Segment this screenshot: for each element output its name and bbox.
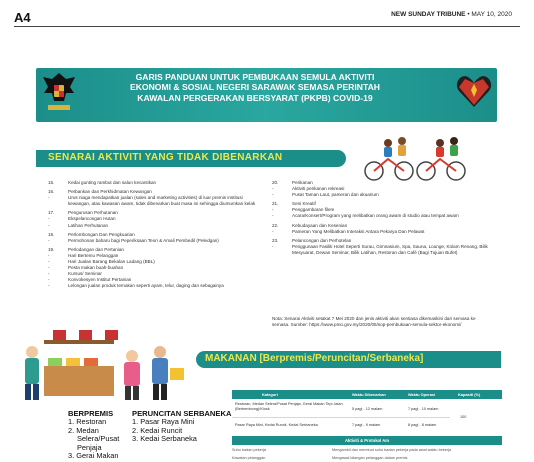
section-title-not-allowed: SENARAI AKTIVITI YANG TIDAK DIBENARKAN — [48, 152, 283, 163]
list-item-number: 18. — [48, 231, 55, 237]
table-cell-allowed: 5 pagi - 12 malam — [352, 407, 383, 411]
list-item-text: Perlombongan Dan Pengkuarian — [68, 231, 135, 237]
list-item-number: 15. — [48, 180, 55, 185]
list-item-text: Penggambaran filem — [292, 207, 335, 213]
sarawak-heart-logo-icon — [455, 71, 493, 111]
list-item-number: - — [48, 283, 50, 289]
header-rule — [14, 26, 520, 27]
activity-list-left — [48, 180, 258, 290]
list-item — [48, 283, 258, 289]
berpremis-item: 2. Medan — [68, 425, 99, 435]
market-illustration — [20, 322, 190, 402]
list-item — [272, 213, 492, 219]
berpremis-item: 1. Restoran — [68, 417, 107, 427]
peruncitan-item: 2. Kedai Runcit — [132, 425, 183, 435]
protocol-row — [232, 456, 502, 460]
table-header-capacity: Kapasiti (%) — [458, 392, 481, 397]
banner-line-2: EKONOMI & SOSIAL NEGERI SARAWAK SEMASA PERINTAH — [129, 82, 381, 93]
source-note: Nota: Senarai Aktiviti setakat 7 Mei 2020 dan jenis aktiviti akan sentiasa dikemaskini dari semasa ke semasa. Sumber: https://www.pmo.gov.my/2020/05/sop-pembukaan-semula-sektor-ekonomi/ — [272, 316, 476, 327]
table-header-operation: Waktu Operasi — [408, 392, 436, 397]
list-item-number: - — [272, 192, 274, 198]
list-item — [272, 192, 492, 198]
list-item-number: - — [48, 277, 50, 283]
protocol-row — [232, 448, 502, 452]
page-number: A4 — [14, 10, 31, 25]
list-item — [48, 180, 258, 186]
protocol-item: Suhu badan pekerja — [232, 448, 266, 452]
list-item-text: Kebudayaan dan Kesenian — [292, 222, 348, 228]
list-item-text: Pesta makan buah-buahan — [68, 265, 124, 271]
protocol-detail: Mengambil dan merekod suhu badan pekerja pada awal waktu bekerja — [332, 448, 452, 452]
list-item-number: - — [48, 252, 50, 258]
list-item-number: - — [272, 228, 274, 234]
berpremis-heading: BERPREMIS — [68, 409, 114, 418]
table-cell-allowed: 7 pagi - 9 malam — [352, 423, 381, 427]
list-item-text: Kedai gunting rambut dan salun kecantikan — [68, 180, 157, 185]
list-item-text: Pameran Yang Melibatkan Interaksi Antara Pekarya Dan Pelawat — [292, 228, 425, 234]
table-header-allowed: Waktu Dibenarkan — [352, 392, 386, 397]
protocol-title: Aktiviti & Protokol Am — [344, 438, 390, 443]
hours-table-header — [232, 390, 502, 399]
list-item-text: Hari Jualan Barang Bekalan Ladang (BBL) — [68, 259, 155, 265]
list-item — [272, 244, 492, 256]
protocol-detail: Mengawal bilangan pelanggan dalam premis — [332, 456, 408, 460]
protocol-item: Kawalan pelanggan — [232, 456, 266, 460]
list-item-number: 17. — [48, 210, 55, 216]
banner-title — [80, 72, 430, 103]
section-title-food: MAKANAN [Berpremis/Peruncitan/Serbaneka] — [205, 353, 424, 364]
list-item-number: - — [272, 186, 274, 192]
list-item — [48, 238, 258, 244]
table-cell-category: Pasar Raya Mini, Kedai Runcit, Kedai Serbaneka — [235, 423, 318, 427]
list-item — [48, 223, 258, 229]
list-item-number: - — [48, 271, 50, 277]
list-item-number: - — [48, 237, 50, 243]
list-item-text: Seni Kreatif — [292, 201, 316, 207]
list-item-number: - — [48, 265, 50, 271]
list-item-number: 16. — [48, 189, 55, 195]
list-item-text: Ekspelancongan Hutan — [68, 216, 116, 222]
list-item-text: Pengurusan Perhutanan — [68, 210, 118, 216]
table-header-category: Kategori — [262, 392, 278, 397]
list-item-text: Permohonan baharu bagi Peperiksaan Teori & Amali Pembedil (Peledgan) — [68, 237, 219, 243]
list-item-text: Acara/Konsert/Program yang melibatkan orang awam di studio atau tempat awam — [292, 213, 459, 219]
list-item-number: 23. — [272, 237, 279, 243]
table-cell-operation: 7 pagi - 10 malam — [408, 407, 439, 411]
list-item-text: Perlodangan dan Pertanian — [68, 246, 124, 252]
list-item-number: 21. — [272, 201, 279, 207]
issue-date: • MAY 10, 2020 — [467, 11, 512, 18]
banner-line-1: GARIS PANDUAN UNTUK PEMBUKAAN SEMULA AKTIVITI — [135, 72, 375, 82]
list-item-text: Perikanan — [292, 180, 313, 185]
list-item-text: Perbankan dan Perkhidmatan Kewangan — [68, 189, 152, 195]
list-item-number: 20. — [272, 180, 279, 185]
list-item-text: Pusat Taman Laut, pameran dan akuarium — [292, 192, 379, 198]
activity-list-right — [272, 180, 492, 256]
list-item-number: - — [272, 243, 274, 249]
list-item-number: - — [48, 195, 50, 201]
peruncitan-item: 3. Kedai Serbaneka — [132, 434, 197, 444]
list-item-text: Hari Bertemu Pelanggan — [68, 252, 119, 258]
peruncitan-heading: PERUNCITAN SERBANEKA — [132, 409, 232, 418]
list-item-text: Latihan Perhutanan — [68, 222, 109, 228]
list-item-number: - — [48, 222, 50, 228]
berpremis-item: 3. Gerai Makan — [68, 451, 119, 461]
list-item-text: Kursus/ Seminar — [68, 271, 102, 277]
list-item — [48, 195, 258, 207]
list-item-text: Konvokesyen Institut Pertanian — [68, 277, 132, 283]
list-item-number: - — [272, 207, 274, 213]
cyclists-illustration — [360, 133, 480, 183]
list-item-text: Aktiviti perikanan rekreasi — [292, 186, 345, 192]
list-item-number: 22. — [272, 222, 279, 228]
sarawak-crest-icon — [42, 71, 76, 117]
berpremis-item: Penjaja — [77, 442, 102, 452]
peruncitan-item: 1. Pasar Raya Mini — [132, 417, 195, 427]
list-item-number: - — [48, 259, 50, 265]
peruncitan-list — [132, 410, 231, 444]
table-cell-category: Restoran, Medan Selera/Pusat Penjaja, Gerai Makan Tepi Jalan (Berbembong)/Kiosk — [235, 402, 343, 411]
list-item-text: Urus niaga mendapatkan jualan (sales and marketing activities) di luar premis institusi kewangan, atau kawasan awam, tidak dibenarkan buat masa ini sehingga diumumkan kelak — [68, 195, 256, 207]
hours-table-body — [232, 400, 502, 434]
list-item-number: 19. — [48, 246, 55, 252]
list-item-number: - — [48, 216, 50, 222]
table-cell-capacity: 100 — [460, 415, 467, 419]
banner-line-3: KAWALAN PERGERAKAN BERSYARAT (PKPB) COVID-19 — [137, 92, 373, 103]
list-item-text: Lelongan jualan produk ternakan seperti ayam, telur, daging dan sebagainya — [68, 283, 224, 289]
berpremis-list — [68, 410, 119, 460]
list-item — [272, 229, 492, 235]
list-item-text: Pelancongan dan Perhotelan — [292, 237, 352, 243]
table-cell-operation: 8 pagi - 8 malam — [408, 423, 437, 427]
masthead — [391, 11, 512, 18]
list-item-number: - — [272, 213, 274, 219]
list-item-text: Penggunaan Fasiliti Hotel Seperti Surau, Gimnasium, Spa, Sauna, Lounge, Kolam Renang, Bilik Mesyuarat, Dewan Seminar, Bilik Latihan, Restoran dan Café (Bagi Tujuan Bufet) — [292, 243, 488, 255]
table-divider — [232, 417, 450, 418]
newspaper-name: NEW SUNDAY TRIBUNE — [391, 11, 466, 18]
berpremis-item: Selera/Pusat — [77, 434, 120, 444]
